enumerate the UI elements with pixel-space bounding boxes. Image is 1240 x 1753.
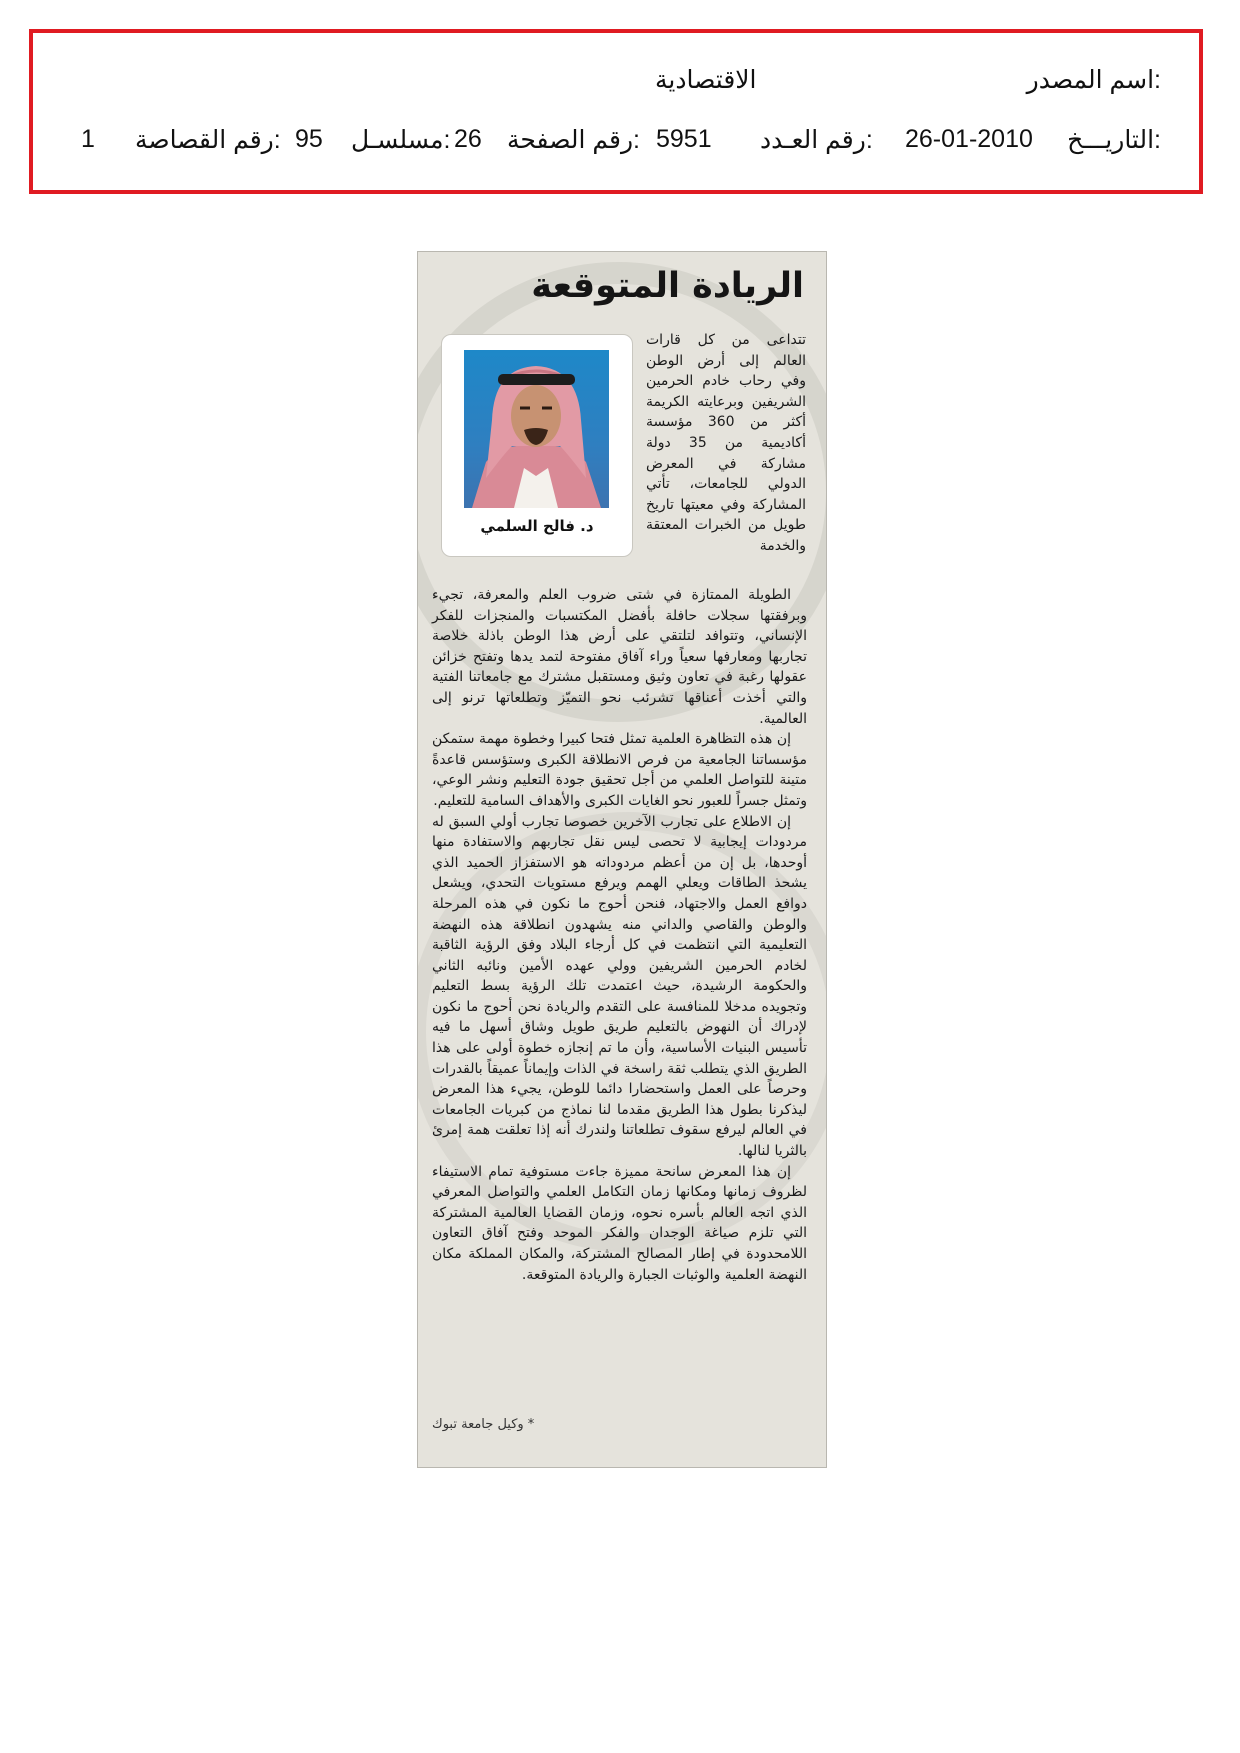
- source-row: [33, 65, 1199, 105]
- details-row: [33, 125, 1199, 165]
- author-caption: د. فالح السلمي: [480, 517, 594, 535]
- article-paragraph: إن هذا المعرض سانحة مميزة جاءت مستوفية تمام الاستيفاء لظروف زمانها ومكانها زمان التكامل العلمي والتواصل المعرفي الذي اتجه العالم بأسره نحوه، وزمان القضايا العالمية المشتركة التي تلزم صياغة الوجدان والفكر الموحد وفتح آفاق التعاون اللامحدودة في إطار المصالح المشتركة، والمكان المملكة مكان النهضة العلمية والوثبات الجبارة والريادة المتوقعة.: [432, 1163, 807, 1283]
- article-intro: تتداعى من كل قارات العالم إلى أرض الوطن وفي رحاب خادم الحرمين الشريفين وبرعايته الكريمة أكثر من 360 مؤسسة أكاديمية من 35 دولة مشاركة في المعرض الدولي للجامعات، تأتي المشاركة وفي معيتها تاريخ طويل من الخبرات المعتقة والخدمة: [646, 332, 806, 554]
- serial-value: 95: [295, 125, 323, 153]
- author-photo-frame: [441, 334, 633, 557]
- page-label: رقم الصفحة:: [507, 126, 640, 154]
- date-value: 26-01-2010: [905, 125, 1033, 153]
- serial-label: مسلسـل:: [351, 126, 451, 154]
- source-value: الاقتصادية: [655, 66, 757, 94]
- clip-number-label: رقم القصاصة:: [135, 126, 281, 154]
- clipping-metadata-box: [29, 29, 1203, 194]
- source-label: اسم المصدر:: [1026, 66, 1161, 94]
- date-label: التاريـــخ:: [1067, 126, 1161, 154]
- article-paragraph: إن هذه التظاهرة العلمية تمثل فتحا كبيرا وخطوة مهمة ستمكن مؤسساتنا الجامعية من فرص الانطلاقة الكبرى وستؤسس قاعدةً متينة للتواصل العلمي من أجل تحقيق جودة التعليم ونشر الوعي، وتمثل جسراً للعبور نحو الغايات الكبرى والأهداف السامية للتعليم.: [432, 731, 807, 809]
- issue-value: 5951: [656, 125, 712, 153]
- article-paragraph: إن الاطلاع على تجارب الآخرين خصوصا تجارب أولي السبق له مردودات إيجابية لا تحصى ليس نقل تجاربهم والاستفادة منها أوحدها، بل إن من أعظم مردوداته هو الاستفزاز الحميد الذي يشحذ الطاقات ويعلي الهمم ويرفع مستويات التحدي، ويشعل دوافع العمل والاجتهاد، فنحن أحوج ما نكون في هذه المرحلة والوطن والقاصي والداني منه يشهدون انطلاقة هذه النهضة التعليمية التي انتظمت في كل أرجاء البلاد وفق الرؤية الثاقبة لخادم الحرمين الشريفين وولي عهده الأمين ونائبه الثاني والحكومة الرشيدة، حيث اعتمدت تلك الرؤية بسط التعليم وتجويده مدخلا للمنافسة على التقدم والريادة نحن أحوج ما نكون لإدراك أن النهوض بالتعليم طريق طويل وشاق أسهل ما فيه تأسيس البنيات الأساسية، وأن ما تم إنجازه خطوة أولى على هذا الطريق الذي يتطلب ثقة راسخة في الذات وإيماناً عميقاً بالقدرات وحرصاً على العمل واستحضارا دائما للوطن، يجيء هذا المعرض ليذكرنا بطول هذا الطريق مقدما لنا نماذج من كبريات الجامعات في العالم ليرفع سقوف تطلعاتنا ولندرك أنه إذا تعلقت همة إمرئ بالثريا لنالها.: [432, 813, 807, 1160]
- issue-label: رقم العـدد:: [760, 126, 873, 154]
- author-portrait: [464, 350, 609, 508]
- article-body: [432, 585, 807, 1285]
- author-affiliation-footnote: * وكيل جامعة تبوك: [432, 1417, 535, 1432]
- page-value: 26: [454, 125, 482, 153]
- article-headline: الريادة المتوقعة: [531, 266, 804, 306]
- newspaper-clipping: [417, 251, 827, 1468]
- article-paragraph: الطويلة الممتازة في شتى ضروب العلم والمعرفة، تجيء وبرفقتها سجلات حافلة بأفضل المكتسبات والمنجزات للفكر الإنساني، وتتوافد لتلتقي على أرض هذا الوطن باذلة خلاصة تجاربها ومعارفها سعياً وراء آفاق مفتوحة لتمد يدها وتفتح خزائن عقولها رغبة في تعاون وثيق ومستقبل مشترك مع جامعاتنا الفتية والتي أخذت أعناقها تشرئب نحو التميّز وتطلعاتها ترنو إلى العالمية.: [432, 587, 807, 727]
- clip-number-value: 1: [81, 125, 95, 153]
